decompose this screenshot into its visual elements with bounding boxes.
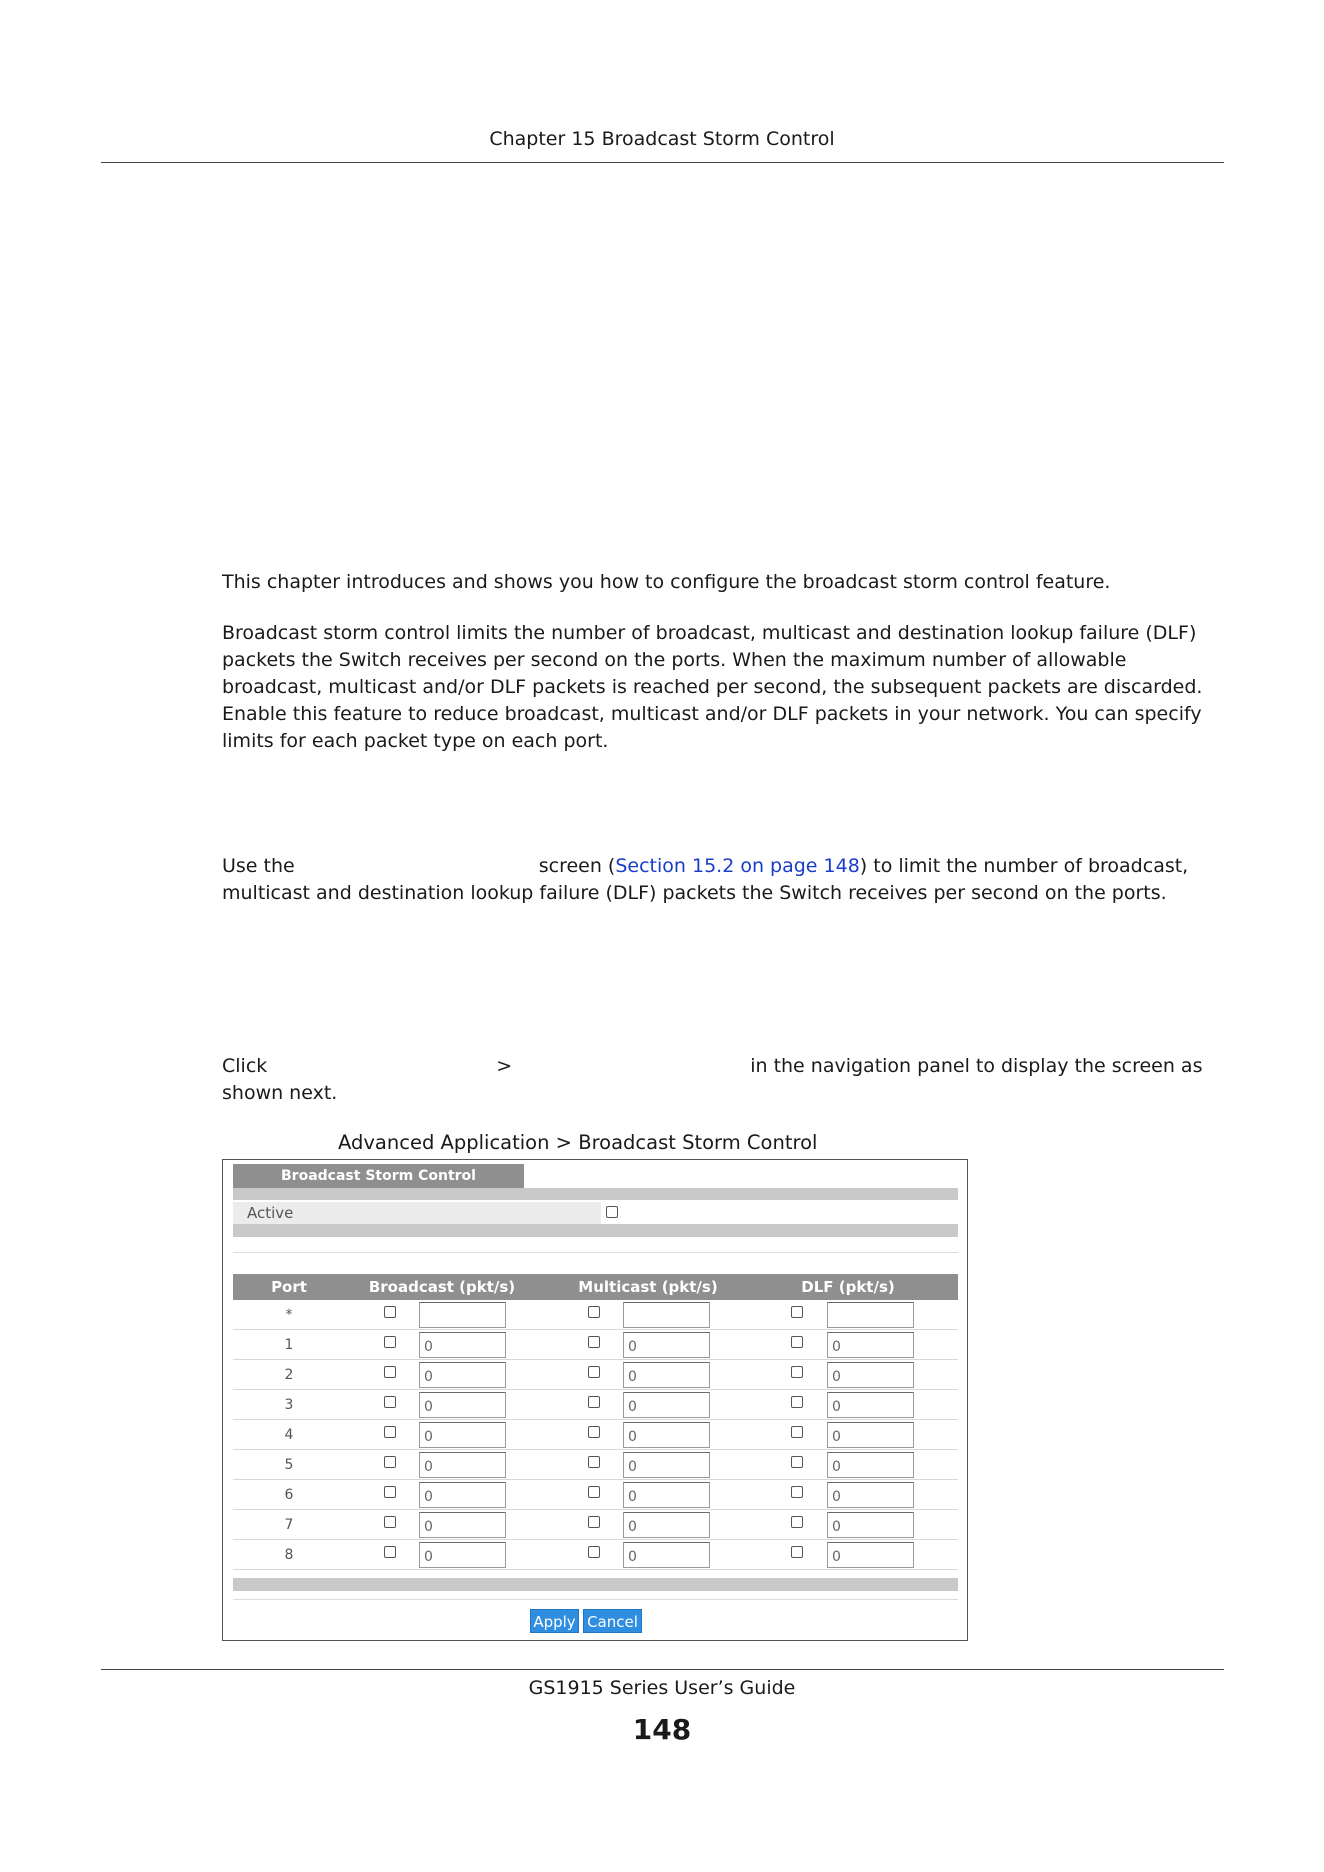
table-row [233, 1510, 958, 1540]
port-cell: 8 [284, 1547, 294, 1563]
section-divider [233, 1252, 958, 1253]
col-dlf: DLF (pkt/s) [801, 1278, 895, 1296]
broadcast-input[interactable]: 0 [419, 1332, 506, 1358]
dlf-input[interactable]: 0 [827, 1452, 914, 1478]
use-prefix: Use the [222, 855, 295, 877]
port-cell: 2 [284, 1367, 294, 1383]
multicast-input[interactable] [623, 1302, 710, 1328]
use-suffix: ) to limit the number of broadcast, multicast and destination lookup failure (DLF) packets the Switch receives per second on the ports. [222, 855, 1189, 904]
dlf-checkbox[interactable] [791, 1456, 803, 1468]
header-rule [101, 162, 1224, 163]
broadcast-checkbox[interactable] [384, 1306, 396, 1318]
table-footer-bar [233, 1578, 958, 1591]
guide-title: GS1915 Series User’s Guide [528, 1677, 796, 1699]
multicast-checkbox[interactable] [588, 1336, 600, 1348]
broadcast-input[interactable]: 0 [419, 1392, 506, 1418]
multicast-checkbox[interactable] [588, 1516, 600, 1528]
active-checkbox[interactable] [606, 1206, 618, 1218]
col-broadcast: Broadcast (pkt/s) [368, 1278, 516, 1296]
dlf-checkbox[interactable] [791, 1366, 803, 1378]
broadcast-checkbox[interactable] [384, 1396, 396, 1408]
multicast-input[interactable]: 0 [623, 1362, 710, 1388]
multicast-input[interactable]: 0 [623, 1422, 710, 1448]
click-suffix: in the navigation panel to display the screen as shown next. [222, 1055, 1203, 1104]
multicast-checkbox[interactable] [588, 1456, 600, 1468]
use-screen: screen ( [538, 855, 616, 877]
dlf-checkbox[interactable] [791, 1306, 803, 1318]
broadcast-input[interactable] [419, 1302, 506, 1328]
table-row [233, 1390, 958, 1420]
multicast-input[interactable]: 0 [623, 1482, 710, 1508]
table-row [233, 1420, 958, 1450]
dlf-checkbox[interactable] [791, 1336, 803, 1348]
dlf-input[interactable]: 0 [827, 1482, 914, 1508]
multicast-checkbox[interactable] [588, 1486, 600, 1498]
overview-paragraph: Broadcast storm control limits the number of broadcast, multicast and destination lookup failure (DLF) packets the Switch receives per second on the ports. When the maximum number of allowable broadcast, multicast and/or DLF packets is reached per second, the subsequent packets are discarded. Enable this feature to reduce broadcast, multicast and/or DLF packets in your network. You can specify limits for each packet type on each port. [222, 622, 1203, 752]
broadcast-input[interactable]: 0 [419, 1362, 506, 1388]
dlf-checkbox[interactable] [791, 1396, 803, 1408]
section-link[interactable]: Section 15.2 on page 148 [615, 855, 860, 877]
table-row [233, 1480, 958, 1510]
broadcast-input[interactable]: 0 [419, 1452, 506, 1478]
broadcast-input[interactable]: 0 [419, 1542, 506, 1568]
multicast-input[interactable]: 0 [623, 1392, 710, 1418]
multicast-input[interactable]: 0 [623, 1332, 710, 1358]
table-header [233, 1274, 958, 1300]
active-footer-bar [233, 1224, 958, 1237]
broadcast-input[interactable]: 0 [419, 1482, 506, 1508]
dlf-checkbox[interactable] [791, 1516, 803, 1528]
broadcast-checkbox[interactable] [384, 1426, 396, 1438]
dlf-input[interactable]: 0 [827, 1542, 914, 1568]
cancel-button[interactable]: Cancel [583, 1609, 642, 1633]
port-cell: 4 [284, 1427, 294, 1443]
dlf-input[interactable]: 0 [827, 1512, 914, 1538]
dlf-checkbox[interactable] [791, 1486, 803, 1498]
dlf-checkbox[interactable] [791, 1426, 803, 1438]
multicast-checkbox[interactable] [588, 1396, 600, 1408]
use-paragraph [222, 853, 1222, 907]
active-label: Active [247, 1204, 294, 1222]
table-row [233, 1450, 958, 1480]
click-prefix: Click [222, 1055, 268, 1077]
dlf-input[interactable]: 0 [827, 1422, 914, 1448]
chapter-header: Chapter 15 Broadcast Storm Control [489, 128, 835, 150]
multicast-checkbox[interactable] [588, 1426, 600, 1438]
click-paragraph [222, 1053, 1222, 1107]
port-cell: 3 [284, 1397, 294, 1413]
table-row [233, 1540, 958, 1570]
click-separator: > [496, 1055, 513, 1077]
port-cell: * [285, 1307, 293, 1323]
multicast-checkbox[interactable] [588, 1306, 600, 1318]
broadcast-checkbox[interactable] [384, 1336, 396, 1348]
dlf-checkbox[interactable] [791, 1546, 803, 1558]
active-value-cell [601, 1202, 958, 1224]
port-cell: 7 [284, 1517, 294, 1533]
apply-button[interactable]: Apply [530, 1609, 579, 1633]
screen-tab[interactable]: Broadcast Storm Control [233, 1164, 524, 1188]
broadcast-checkbox[interactable] [384, 1366, 396, 1378]
port-cell: 5 [284, 1457, 294, 1473]
multicast-input[interactable]: 0 [623, 1452, 710, 1478]
multicast-input[interactable]: 0 [623, 1542, 710, 1568]
port-cell: 6 [284, 1487, 294, 1503]
dlf-input[interactable]: 0 [827, 1362, 914, 1388]
broadcast-checkbox[interactable] [384, 1486, 396, 1498]
broadcast-checkbox[interactable] [384, 1546, 396, 1558]
broadcast-input[interactable]: 0 [419, 1512, 506, 1538]
page-number: 148 [632, 1713, 692, 1746]
multicast-input[interactable]: 0 [623, 1512, 710, 1538]
footer-rule [101, 1669, 1224, 1670]
dlf-input[interactable] [827, 1302, 914, 1328]
table-row [233, 1360, 958, 1390]
broadcast-checkbox[interactable] [384, 1516, 396, 1528]
broadcast-checkbox[interactable] [384, 1456, 396, 1468]
col-port: Port [271, 1278, 307, 1296]
active-row [233, 1202, 958, 1224]
dlf-input[interactable]: 0 [827, 1392, 914, 1418]
screen-panel [222, 1159, 968, 1641]
broadcast-input[interactable]: 0 [419, 1422, 506, 1448]
port-cell: 1 [284, 1337, 294, 1353]
col-multicast: Multicast (pkt/s) [578, 1278, 718, 1296]
table-row [233, 1300, 958, 1330]
tab-underline [233, 1188, 958, 1200]
multicast-checkbox[interactable] [588, 1546, 600, 1558]
figure-caption: Advanced Application > Broadcast Storm Control [338, 1131, 818, 1154]
intro-paragraph: This chapter introduces and shows you how to configure the broadcast storm control feature. [222, 571, 1111, 593]
button-divider [233, 1599, 958, 1600]
multicast-checkbox[interactable] [588, 1366, 600, 1378]
table-row [233, 1330, 958, 1360]
dlf-input[interactable]: 0 [827, 1332, 914, 1358]
